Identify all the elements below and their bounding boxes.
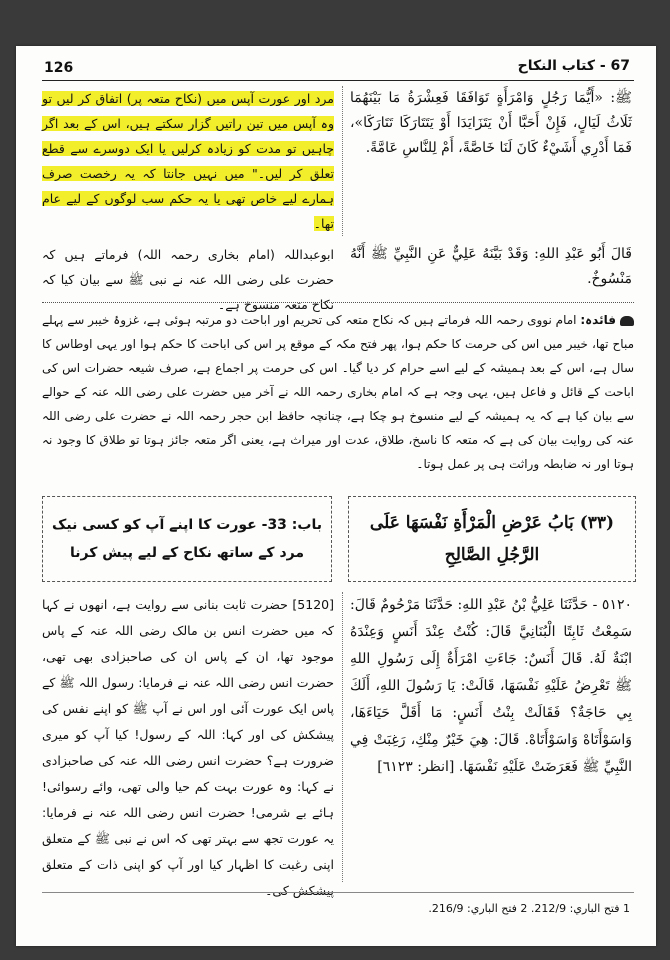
page-number: 126 [44,60,74,76]
book-title: 67 - كتاب النكاح [517,58,630,74]
chapter-title-arabic: (٣٣) بَابُ عَرْضِ الْمَرْأَةِ نَفْسَهَا عَلَى الرَّجُلِ الصَّالِحِ [369,513,615,565]
urdu-translation-top [42,86,334,236]
header-rule [42,80,634,81]
section-separator [42,302,634,303]
faida-text: امام نووی رحمہ اللہ فرماتے ہیں کہ نکاح متعہ کی تحریم اور اباحت دو مرتبہ ہوئی ہے، غزوۂ خیبر سے پہلے مباح تھا، خیبر میں اس کی حرمت کا حکم ہوا، پھر فتح مکہ کے موقع پر اس کی اباحت کا حکم ہوا اور یہی اوطاس کا سال ہے، اس کے بعد ہمیشہ کے لیے اسے حرام کر دیا گیا۔ اس کی حرمت پر اجماع ہے، صرف شیعہ حضرات اس کی اباحت کے قائل و فاعل ہیں، یہی وجہ ہے کہ امام بخاری رحمہ اللہ نے آخر میں حضرت علی رضی اللہ عنہ کے حوالے سے بیان کیا ہے کہ یہ ہمیشہ کے لیے منسوخ ہو چکا ہے، چنانچہ حافظ ابن حجر رحمہ اللہ نے حضرت علی رضی اللہ عنہ کی روایت بیان کی ہے کہ متعہ کا ناسخ، طلاق، عدت اور میراث ہے، یعنی اگر متعہ جائز ہوتا تو طلاق کا وجود نہ ہوتا اور نہ ضابطہ وراثت ہی پر عمل ہوتا۔ [42,313,634,471]
hadith-5120-urdu: [5120] حضرت ثابت بنانی سے روایت ہے، انھوں نے کہا کہ میں حضرت انس بن مالک رضی اللہ عنہ کے پاس موجود تھا، ان کے پاس ان کی صاحبزادی بھی تھی، حضرت انس رضی اللہ عنہ نے فرمایا: رسول اللہ ﷺ کے پاس ایک عورت آئی اور اس نے آپ ﷺ کو اپنے نفس کی پیشکش کی اور کہا: اللہ کے رسول! کیا آپ کو میری ضرورت ہے؟ حضرت انس رضی اللہ عنہ کی صاحبزادی نے کہا: وہ عورت بہت کم حیا والی تھی، وائے رسوائی! ہائے بے شرمی! حضرت انس رضی اللہ عنہ نے فرمایا: یہ عورت تجھ سے بہتر تھی کہ اس نے نبی ﷺ کے متعلق اپنی رغبت کا اظہار کیا اور آپ کو اپنی ذات کے متعلق پیشکش کی۔ [42,597,334,898]
abu-abdullah-arabic: قَالَ أَبُو عَبْدِ اللهِ: وَقَدْ بَيَّنَهُ عَلِيٌّ عَنِ النَّبِيِّ ﷺ أَنَّهُ مَنْسُوخٌ. [350,246,632,287]
faida-icon [620,316,634,326]
chapter-title-urdu-box [42,496,332,582]
faida-label: فائدہ: [580,313,616,327]
hadith-5120-arabic: ٥١٢٠ - حَدَّثَنَا عَلِيُّ بْنُ عَبْدِ اللهِ: حَدَّثَنَا مَرْحُومٌ قَالَ: سَمِعْتُ ثَابِتًا الْبُنَانِيَّ قَالَ: كُنْتُ عِنْدَ أَنَسٍ وَعِنْدَهُ ابْنَةٌ لَهُ. قَالَ أَنَسٌ: جَاءَتِ امْرَأَةٌ إِلَى رَسُولِ اللهِ ﷺ تَعْرِضُ عَلَيْهِ نَفْسَهَا، قَالَتْ: يَا رَسُولَ اللهِ، أَلَكَ بِي حَاجَةٌ؟ فَقَالَتْ بِنْتُ أَنَسٍ: مَا أَقَلَّ حَيَاءَهَا، وَاسَوْأَتَاهْ وَاسَوْأَتَاهْ. قَالَ: هِيَ خَيْرٌ مِنْكِ، رَغِبَتْ فِي النَّبِيِّ ﷺ فَعَرَضَتْ عَلَيْهِ نَفْسَهَا. [انظر: ٦١٢٣] [350,597,632,775]
chapter-title-arabic-box [348,496,636,582]
column-divider [342,86,343,236]
footnotes: 1 فتح الباري: 212/9. 2 فتح الباري: 216/9. [428,902,630,915]
faida-paragraph [42,308,634,476]
arabic-hadith-top: ﷺ: «أَيُّمَا رَجُلٍ وَامْرَأَةٍ تَوَافَقَا فَعِشْرَةُ مَا بَيْنَهُمَا ثَلَاثُ لَيَالٍ، فَإِنْ أَحَبَّا أَنْ يَتَزَايَدَا أَوْ يَتَتَارَكَا تَتَارَكَا»، فَمَا أَدْرِي أَشَيْءٌ كَانَ لَنَا خَاصَّةً، أَمْ لِلنَّاسِ عَامَّةً. [350,90,632,156]
abu-abdullah-urdu: ابوعبداللہ (امام بخاری رحمہ اللہ) فرماتے ہیں کہ حضرت علی رضی اللہ عنہ نے نبی ﷺ سے بیان کیا کہ نکاح متعہ منسوخ ہے۔ [42,247,334,312]
chapter-title-urdu: باب: 33- عورت کا اپنے آپ کو کسی نیک مرد کے ساتھ نکاح کے لیے پیش کرنا [52,517,322,561]
footnote-rule [42,892,634,893]
book-page [16,46,656,946]
highlighted-passage: مرد اور عورت آپس میں (نکاح متعہ پر) اتفاق کر لیں تو وہ آپس میں تین راتیں گزار سکتے ہیں، اس کے بعد اگر چاہیں تو مدت کو زیادہ کرلیں یا ایک دوسرے سے قطع تعلق کر لیں۔" میں نہیں جانتا کہ یہ رخصت صرف ہمارے لیے خاص تھی یا یہ حکم سب لوگوں کے لیے عام تھا۔ [42,91,334,231]
column-divider-lower [342,592,343,882]
